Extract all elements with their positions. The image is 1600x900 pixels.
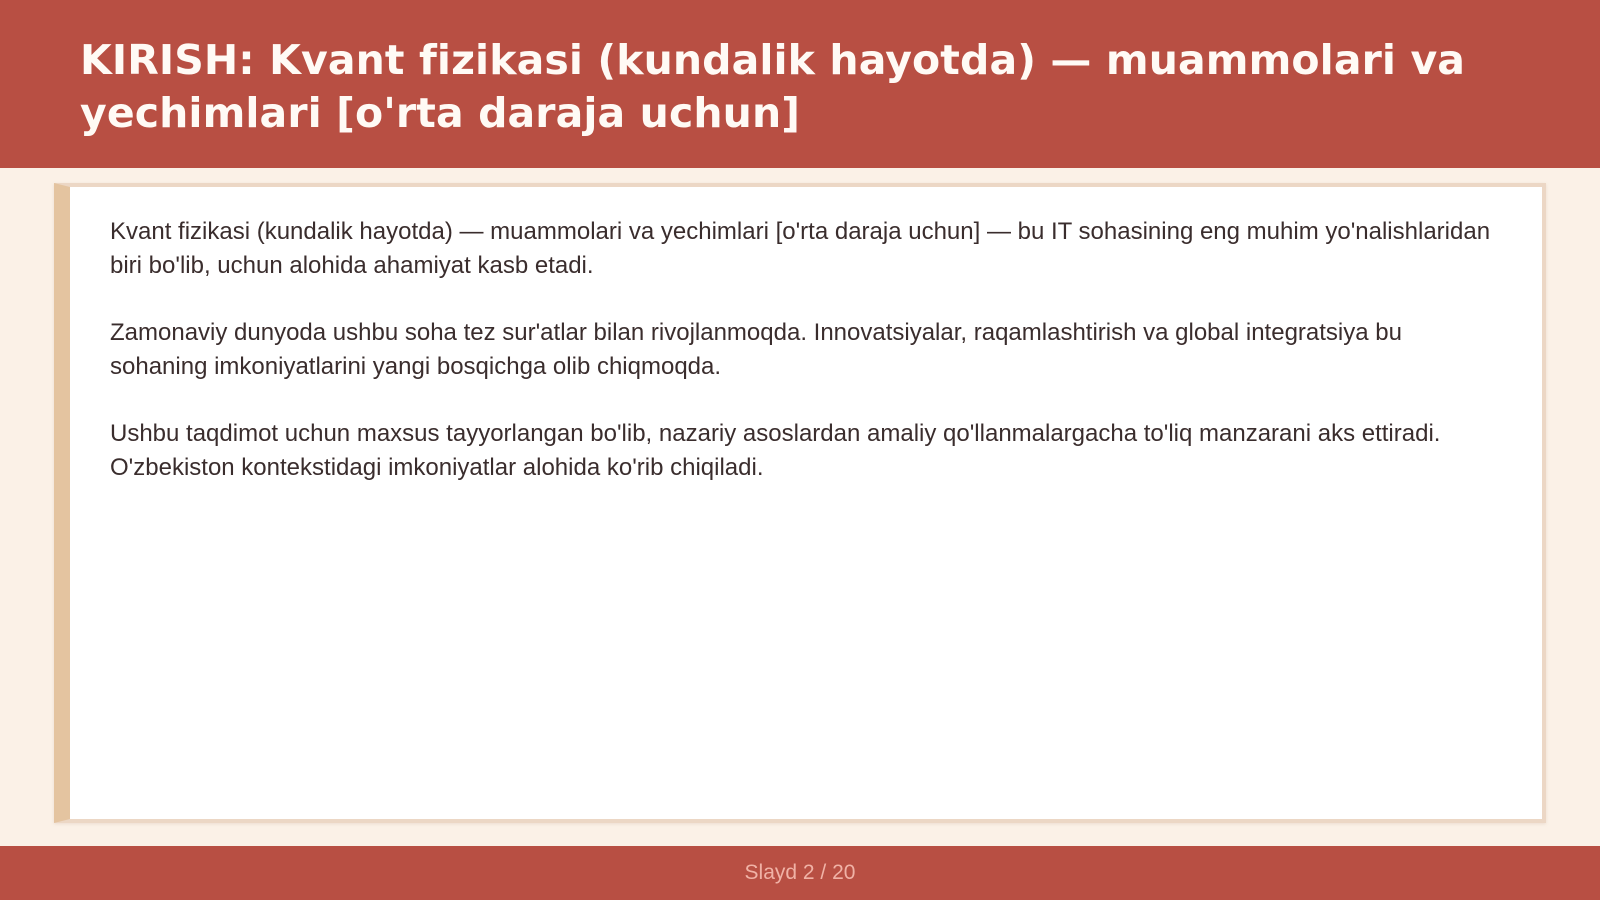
slide-header — [0, 0, 1600, 168]
slide-title: KIRISH: Kvant fizikasi (kundalik hayotda) — muammolari va yechimlari [o'rta daraja uchun] — [80, 36, 1466, 137]
slide-counter: Slayd 2 / 20 — [744, 861, 856, 884]
content-text — [110, 215, 1505, 518]
slide-footer — [0, 846, 1600, 900]
content-card — [54, 183, 1546, 823]
presentation-paragraph: Ushbu taqdimot uchun maxsus tayyorlangan bo'lib, nazariy asoslardan amaliy qo'llanmalargacha to'liq manzarani aks ettiradi. O'zbekiston kontekstidagi imkoniyatlar alohida ko'rib chiqiladi. — [110, 420, 1441, 481]
intro-paragraph: Kvant fizikasi (kundalik hayotda) — muammolari va yechimlari [o'rta daraja uchun] — bu IT sohasining eng muhim yo'nalishlaridan biri bo'lib, uchun alohida ahamiyat kasb etadi. — [110, 218, 1491, 279]
development-paragraph: Zamonaviy dunyoda ushbu soha tez sur'atlar bilan rivojlanmoqda. Innovatsiyalar, raqamlashtirish va global integratsiya bu sohaning imkoniyatlarini yangi bosqichga olib chiqmoqda. — [110, 319, 1402, 380]
